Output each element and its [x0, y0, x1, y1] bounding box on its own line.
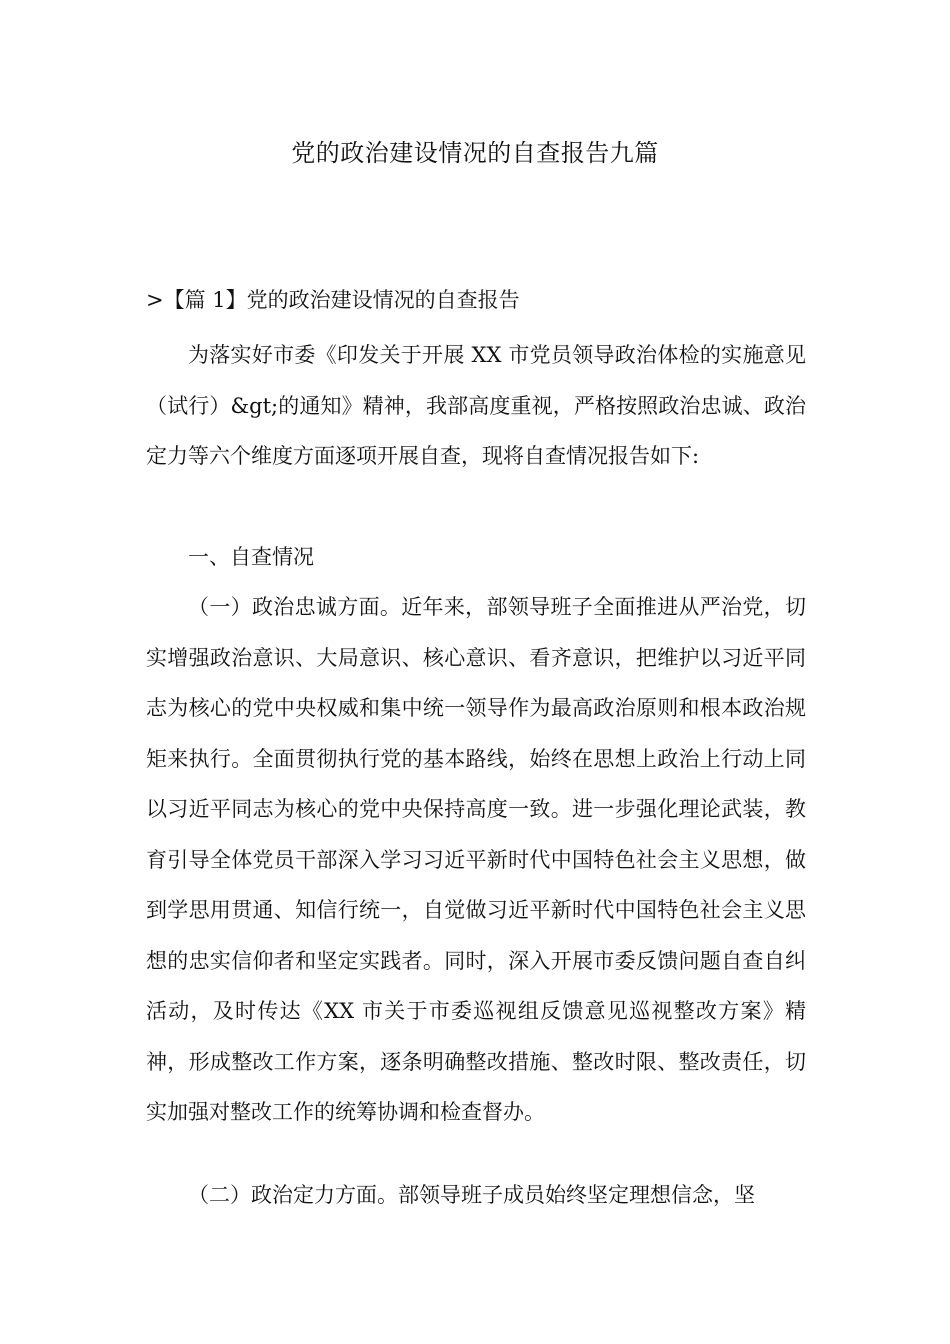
- subheading-self-check: 一、自查情况: [188, 545, 314, 569]
- paragraph-political-loyalty: （一）政治忠诚方面。近年来，部领导班子全面推进从严治党，切实增强政治意识、大局意识、核心意识、看齐意识，把维护以习近平同志为核心的党中央权威和集中统一领导作为最高政治原则和根本政治规矩来执行。全面贯彻执行党的基本路线，始终在思想上政治上行动上同以习近平同志为核心的党中央保持高度一致。进一步强化理论武装，教育引导全体党员干部深入学习习近平新时代中国特色社会主义思想，做到学思用贯通、知信行统一，自觉做习近平新时代中国特色社会主义思想的忠实信仰者和坚定实践者。同时，深入开展市委反馈问题自查自纠活动，及时传达《XX 市关于市委巡视组反馈意见巡视整改方案》精神，形成整改工作方案，逐条明确整改措施、整改时限、整改责任，切实加强对整改工作的统筹协调和检查督办。: [146, 595, 806, 1124]
- paragraph-intro: 为落实好市委《印发关于开展 XX 市党员领导政治体检的实施意见（试行）&gt;的通知》精神，我部高度重视，严格按照政治忠诚、政治定力等六个维度方面逐项开展自查，现将自查情况报告如下:: [146, 343, 806, 468]
- document-title: 党的政治建设情况的自查报告九篇: [291, 139, 659, 167]
- section-heading: >【篇 1】党的政治建设情况的自查报告: [146, 288, 520, 312]
- paragraph-political-resolve: （二）政治定力方面。部领导班子成员始终坚定理想信念，坚: [188, 1183, 755, 1207]
